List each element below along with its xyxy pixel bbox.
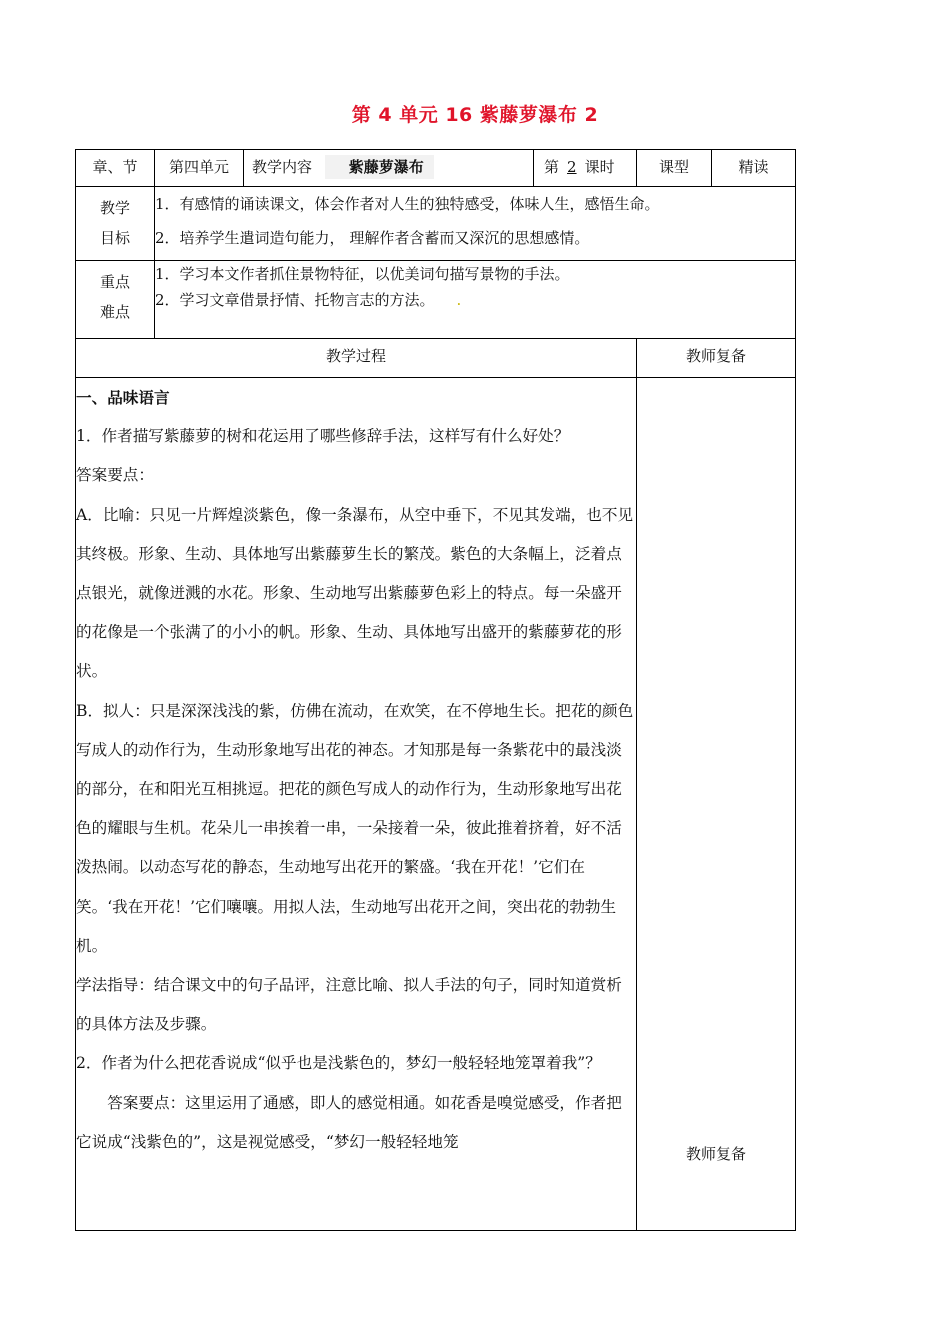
teacher-note-label: 教师复备 [685, 1145, 746, 1163]
header-row [76, 150, 796, 187]
process-paragraph: 2．作者为什么把花香说成“似乎也是浅紫色的，梦幻一般轻轻地笼罩着我”？ [76, 1054, 601, 1073]
process-paragraph: A．比喻：只见一片辉煌淡紫色，像一条瀑布，从空中垂下，不见其发端，也不见其终极。形象、生动、具体地写出紫藤萝生长的繁茂。紫色的大条幅上，泛着点点银光，就像迸溅的水花。形象、生动地写出紫藤萝色彩上的特点。每一朵盛开的花像是一个张满了的小小的帆。形象、生动、具体地写出盛开的紫藤萝花的形状。 [76, 505, 634, 681]
process-content-cell [76, 378, 637, 1231]
keypoint-item: 1．学习本文作者抓住景物特征，以优美词句描写景物的手法。 [155, 265, 570, 283]
objectives-content-cell [155, 187, 796, 261]
type-value-cell: 精读 [712, 150, 796, 187]
process-paragraph: 1．作者描写紫藤萝的树和花运用了哪些修辞手法，这样写有什么好处？ [76, 427, 570, 446]
process-row [76, 378, 796, 1231]
document-title: 第 4 单元 16 紫藤萝瀑布 2 [351, 104, 599, 126]
content-label: 教学内容 [252, 158, 313, 176]
process-paragraph: 答案要点： [76, 466, 154, 485]
section-header-row [76, 339, 796, 378]
keypoint-item: 2．学习文章借景抒情、托物言志的方法。 . [155, 291, 462, 309]
lesson-name-box: 紫藤萝瀑布 [325, 155, 434, 179]
process-paragraph: 答案要点：这里运用了通感，即人的感觉相通。如花香是嗅觉感受，作者把它说成“浅紫色的”，这是视觉感受，“梦幻一般轻轻地笼 [76, 1093, 622, 1151]
process-header-cell: 教学过程 [76, 339, 637, 378]
lesson-plan-table [75, 149, 796, 1231]
chapter-label-cell: 章、节 [76, 150, 155, 187]
keypoints-row [76, 261, 796, 339]
objectives-label-cell: 教学 目标 [76, 187, 155, 261]
stray-mark: . [456, 291, 462, 309]
objective-item: 2．培养学生遣词造句能力， 理解作者含蓄而又深沉的思想感情。 [155, 229, 590, 247]
period-prefix: 第 [544, 158, 560, 176]
process-paragraph: 学法指导：结合课文中的句子品评，注意比喻、拟人手法的句子，同时知道赏析的具体方法及步骤。 [76, 976, 622, 1034]
teacher-note-cell [637, 378, 796, 1231]
period-number: 2 [567, 158, 577, 176]
chapter-value-cell: 第四单元 [155, 150, 244, 187]
process-paragraph: B．拟人：只是深深浅浅的紫，仿佛在流动，在欢笑，在不停地生长。把花的颜色写成人的动作行为，生动形象地写出花的神态。才知那是每一条紫花中的最浅淡的部分，在和阳光互相挑逗。把花的颜色写成人的动作行为，生动形象地写出花色的耀眼与生机。花朵儿一串挨着一串，一朵接着一朵，彼此推着挤着，好不活泼热闹。以动态写花的静态，生动地写出花开的繁盛。‘我在开花！’它们在笑。‘我在开花！’它们嚷嚷。用拟人法，生动地写出花开之间，突出花的勃勃生机。 [76, 701, 634, 955]
process-heading: 一、品味语言 [76, 388, 170, 407]
type-label-cell: 课型 [637, 150, 712, 187]
keypoints-content-cell [155, 261, 796, 339]
objectives-row [76, 187, 796, 261]
objective-item: 1．有感情的诵读课文，体会作者对人生的独特感受，体味人生，感悟生命。 [155, 195, 660, 213]
content-cell [244, 150, 534, 187]
period-suffix: 课时 [584, 158, 615, 176]
teacher-header-cell: 教师复备 [637, 339, 796, 378]
keypoints-label-cell: 重点 难点 [76, 261, 155, 339]
period-cell [534, 150, 637, 187]
